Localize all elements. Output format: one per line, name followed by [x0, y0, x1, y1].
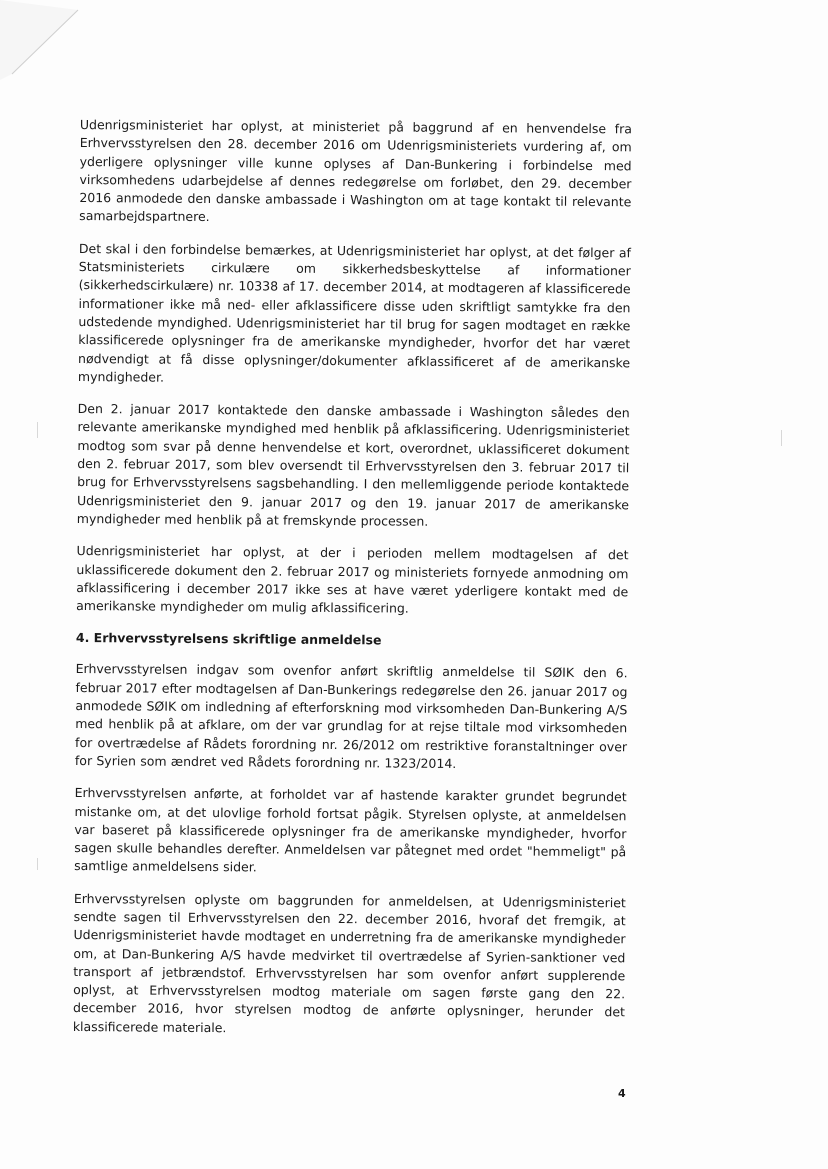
paragraph-4: Udenrigsministeriet har oplyst, at der i perioden mellem modtagelsen af det uklassificerede dokument den 2. februar 2017 og ministeriets fornyede anmodning om afklassificering i december 2017 ikke ses at have været yderligere kontakt med de amerikanske myndigheder om mulig afklassificering.	[76, 543, 629, 616]
paragraph-5: Erhvervsstyrelsen indgav som ovenfor anført skriftlig anmeldelse til SØIK den 6. februar 2017 efter modtagelsen af Dan-Bunkerings redegørelse den 26. januar 2017 og anmodede SØIK om indledning af efterforskning mod virksomheden Dan-Bunkering A/S med henblik på at afklare, om der var grundlag for at rejse tiltale mod virksomheden for overtrædelse af Rådets forordning nr. 26/2012 om restriktive foranstaltninger over for Syrien som ændret ved Rådets forordning nr. 1323/2014.	[74, 661, 628, 771]
scan-margin-mark-left-lower	[37, 858, 38, 870]
paragraph-2: Det skal i den forbindelse bemærkes, at Udenrigsministeriet har oplyst, at det følger af Statsministeriets cirkulære om sikkerhedsbeskyttelse af informationer (sikkerhedscirkulære) nr. 10338 af 17. december 2014, at modtageren af klassificerede informationer ikke må ned- eller afklassificere disse uden skriftligt samtykke fra den udstedende myndighed. Udenrigsministeriet har til brug for sagen modtaget en række klassificerede oplysninger fra de amerikanske myndigheder, hvorfor det har været nødvendigt at få disse oplysninger/dokumenter afklassificeret af de amerikanske myndigheder.	[77, 240, 632, 385]
paragraph-3: Den 2. januar 2017 kontaktede den danske ambassade i Washington således den relevante amerikanske myndighed med henblik på afklassificering. Udenrigsministeriet modtog som svar på denne henvendelse et kort, overordnet, uklassificeret dokument den 2. februar 2017, som blev oversendt til Erhvervsstyrelsen den 3. februar 2017 til brug for Erhvervsstyrelsens sagsbehandling. I den mellemliggende periode kontaktede Udenrigsministeriet den 9. januar 2017 og den 19. januar 2017 de amerikanske myndigheder med henblik på at fremskynde processen.	[76, 401, 630, 529]
section-heading: 4. Erhvervsstyrelsens skriftlige anmeldelse	[75, 630, 382, 648]
paragraph-7: Erhvervsstyrelsen oplyste om baggrunden for anmeldelsen, at Udenrigsministeriet sendte sagen til Erhvervsstyrelsen den 22. december 2016, hvoraf det fremgik, at Udenrigsministeriet havde modtaget en underretning fra de amerikanske myndigheder om, at Dan-Bunkering A/S havde medvirket til overtrædelse af Syrien-sanktioner ved transport af jetbrændstof. Erhvervsstyrelsen har som ovenfor anført supplerende oplyst, at Erhvervsstyrelsen modtog materiale om sagen første gang den 22. december 2016, hvor styrelsen modtog de anførte oplysninger, herunder det klassificerede materiale.	[72, 890, 626, 1035]
paragraph-1: Udenrigsministeriet har oplyst, at ministeriet på baggrund af en henvendelse fra Erhvervsstyrelsen den 28. december 2016 om Udenrigsministeriets vurdering af, om yderligere oplysninger ville kunne oplyses af Dan-Bunkering i forbindelse med virksomhedens udarbejdelse af dennes redegørelse om forløbet, den 29. december 2016 anmodede den danske ambassade i Washington om at tage kontakt til relevante samarbejdspartnere.	[79, 116, 632, 225]
scan-margin-mark-left	[37, 422, 38, 438]
folded-corner-mark	[0, 0, 90, 80]
page-number: 4	[618, 1087, 626, 1100]
paragraph-6: Erhvervsstyrelsen anførte, at forholdet var af hastende karakter grundet begrundet mistanke om, at det ulovlige forhold fortsat pågik. Styrelsen oplyste, at anmeldelsen var baseret på klassificerede oplysninger fra de amerikanske myndigheder, hvorfor sagen skulle behandles derefter. Anmeldelsen var påtegnet med ordet "hemmeligt" på samtlige anmeldelsens sider.	[74, 785, 627, 875]
document-body	[73, 116, 632, 1054]
scan-margin-mark-right	[781, 430, 782, 446]
